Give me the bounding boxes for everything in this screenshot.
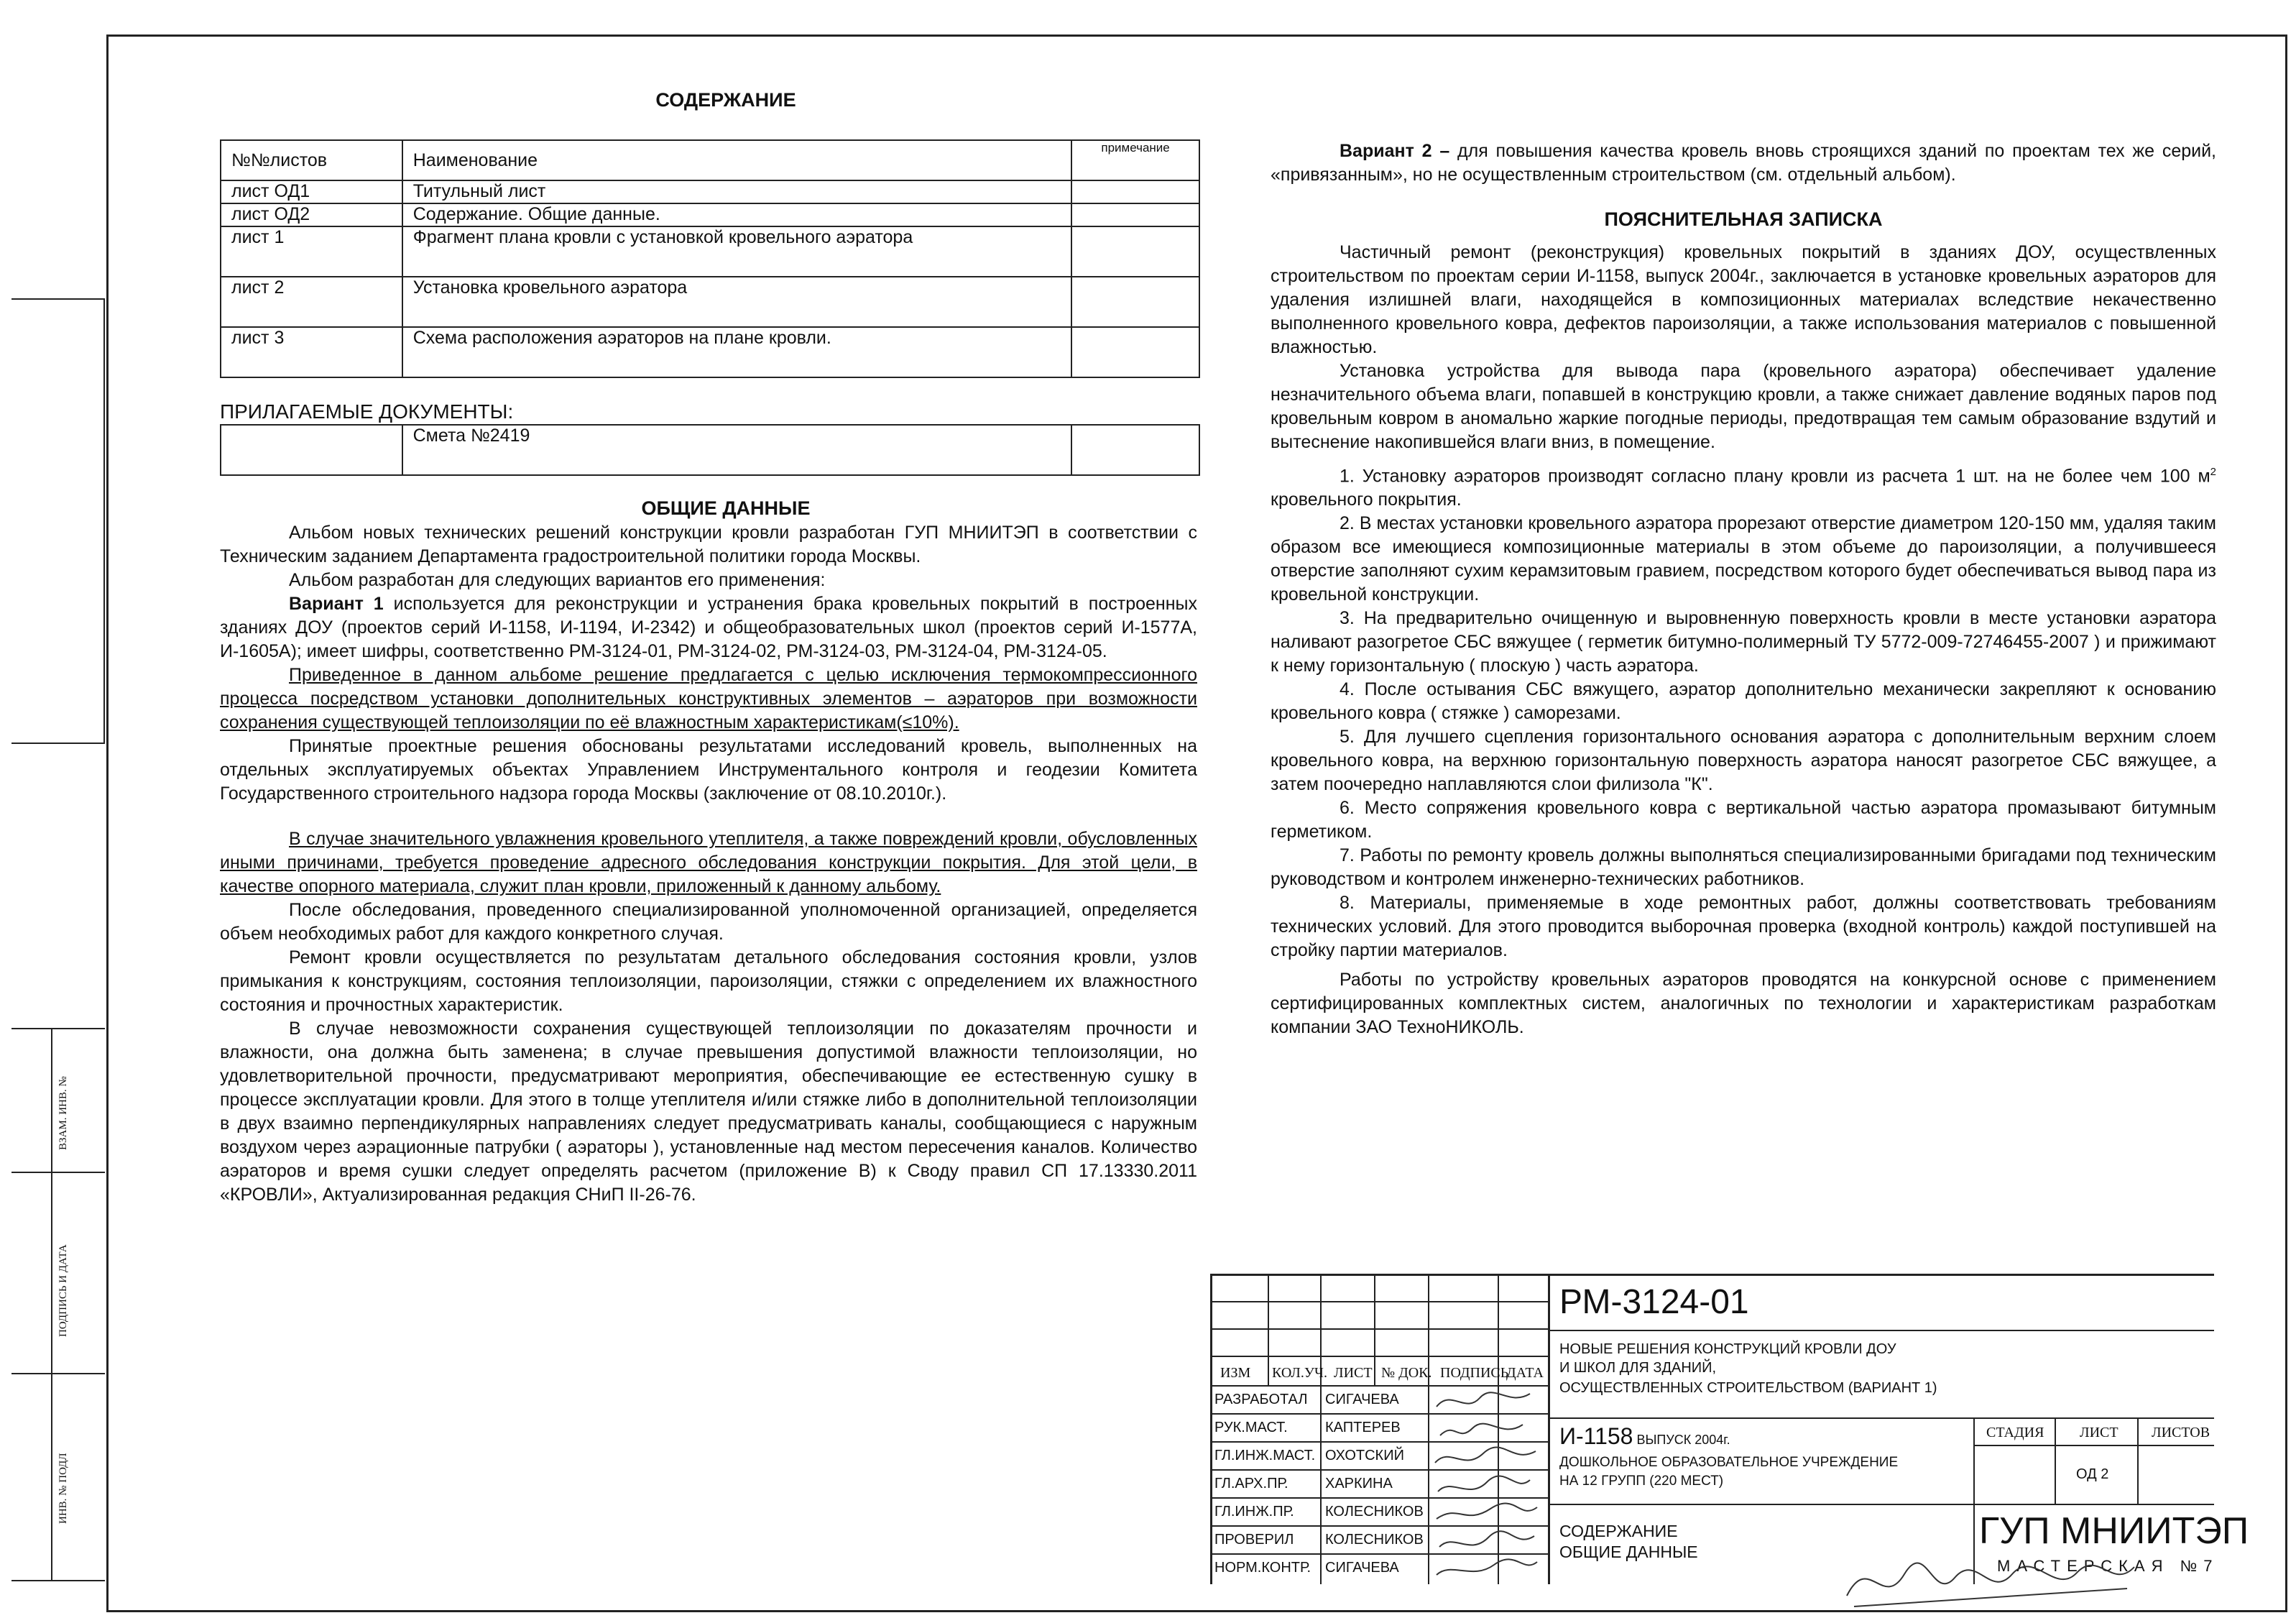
toc-sheet: лист ОД1 (221, 180, 402, 203)
table-row (221, 180, 1199, 203)
stamp-person: КОЛЕСНИКОВ (1325, 1532, 1424, 1548)
general-text (220, 521, 1197, 1207)
general-p1: Альбом новых технических решений конструкции кровли разработан ГУП МНИИТЭП в соответствии с Техническим заданием Департамента градостроительной политики города Москвы. (220, 523, 1197, 566)
stamp-sheets-hdr: ЛИСТОВ (2152, 1425, 2210, 1440)
stamp-hdr-doc: № ДОК. (1381, 1365, 1432, 1381)
stamp-title-1: НОВЫЕ РЕШЕНИЯ КОНСТРУКЦИЙ КРОВЛИ ДОУ (1559, 1341, 1896, 1357)
right-p1: Частичный ремонт (реконструкция) кровельных покрытий в зданиях ДОУ, осуществленных строительством по проектам серии И-1158, выпуск 2004г., заключается в установке кровельных аэраторов для удаления излишней влаги, находящейся в композиционных материалах вследствие некачественно выполненного кровельного ковра, дефектов пароизоляции, а также использования материалов с повышенной влажностью. (1271, 242, 2216, 357)
right-text (1271, 139, 2216, 1039)
note-1-sup: 2 (2210, 466, 2216, 478)
general-p8: Ремонт кровли осуществляется по результатам детального обследования состояния кровли, узлов примыкания к конструкциям, состояния теплоизоляции, пароизоляции, стяжки с определением их влажностного состояния и прочностных характеристик. (220, 947, 1197, 1015)
stamp-hdr-date: ДАТА (1506, 1365, 1544, 1381)
stamp-series (1559, 1423, 1730, 1450)
stamp-series-code: И-1158 (1559, 1423, 1633, 1449)
general-p7: После обследования, проведенного специализированной уполномоченной организацией, определяется объем необходимых работ для каждого конкретного случая. (220, 900, 1197, 944)
stamp-hdr-sign: ПОДПИСЬ (1440, 1365, 1509, 1381)
stamp-stage-hdr: СТАДИЯ (1986, 1425, 2044, 1440)
note-2: 2. В местах установки кровельного аэратора прорезают отверстие диаметром 120-150 мм, удаляя таким образом все имеющиеся композиционные материалы в этом объеме до пароизоляции, а получившееся отверстие заполняют сухим керамзитовым гравием, посредством которого будет обеспечиваться вывод пара из кровельной конструкции. (1271, 513, 2216, 605)
attached-docs-title: ПРИЛАГАЕМЫЕ ДОКУМЕНТЫ: (220, 400, 514, 423)
toc-table (220, 139, 1200, 378)
stamp-role: ГЛ.АРХ.ПР. (1214, 1476, 1288, 1491)
toc-col-note: примечание (1071, 140, 1199, 180)
table-row (221, 277, 1199, 327)
general-p3 (220, 592, 1197, 663)
stamp-role: РАЗРАБОТАЛ (1214, 1392, 1308, 1407)
variant2-text: для повышения качества кровель вновь строящихся зданий по проектам тех же серий, «привязанным», но не осуществленным строительством (см. отдельный альбом). (1271, 141, 2217, 185)
variant1-text: используется для реконструкции и устранения брака кровельных покрытий в построенных зданиях ДОУ (проектов серий И-1158, И-1194, И-2342) и общеобразовательных школ (проектов серий И-1577А, И-1605А); имеет шифры, соответственно РМ-3124-01, РМ-3124-02, РМ-3124-03, РМ-3124-04, РМ-3124-05. (220, 594, 1197, 661)
stamp-title-2: И ШКОЛ ДЛЯ ЗДАНИЙ, (1559, 1360, 1717, 1376)
stamp-role: НОРМ.КОНТР. (1214, 1560, 1311, 1576)
stamp-building-2: НА 12 ГРУПП (220 МЕСТ) (1559, 1474, 1724, 1489)
stamp-hdr-kol: КОЛ.УЧ. (1272, 1365, 1328, 1381)
side-strip-top (11, 298, 105, 744)
stamp-building-1: ДОШКОЛЬНОЕ ОБРАЗОВАТЕЛЬНОЕ УЧРЕЖДЕНИЕ (1559, 1455, 1899, 1470)
stamp-role: ГЛ.ИНЖ.ПР. (1214, 1504, 1294, 1520)
toc-col-name: Наименование (402, 140, 1071, 180)
stamp-person: КОЛЕСНИКОВ (1325, 1504, 1424, 1520)
explanatory-title: ПОЯСНИТЕЛЬНАЯ ЗАПИСКА (1604, 208, 1883, 230)
stamp-person: СИГАЧЕВА (1325, 1392, 1399, 1407)
note-3: 3. На предварительно очищенную и выровненную поверхность кровли в месте установки аэратора наливают разогретое СБС вяжущее ( герметик битумно-полимерный ТУ 5772-009-72746455-2007 ) и прижимают к нему горизонтальную ( плоскую ) часть аэратора. (1271, 608, 2216, 676)
general-p6: В случае значительного увлажнения кровельного утеплителя, а также повреждений кровли, обусловленных иными причинами, требуется проведение адресного обследования конструкции покрытия. Для этой цели, в качестве опорного материала, служит план кровли, приложенный к данному альбому. (220, 829, 1197, 896)
toc-sheet: лист 2 (221, 277, 402, 327)
general-p2: Альбом разработан для следующих вариантов его применения: (289, 570, 826, 590)
stamp-role: РУК.МАСТ. (1214, 1420, 1288, 1435)
stamp-person: КАПТЕРЕВ (1325, 1420, 1401, 1435)
variant1-label: Вариант 1 (289, 594, 384, 614)
stamp-title-3: ОСУЩЕСТВЛЕННЫХ СТРОИТЕЛЬСТВОМ (ВАРИАНТ 1) (1559, 1380, 1937, 1396)
right-p3: Работы по устройству кровельных аэраторов проводятся на конкурсной основе с применением сертифицированных комплектных систем, аналогичных по технологии и характеристикам разработкам компании ЗАО ТехноНИКОЛЬ. (1271, 970, 2216, 1038)
side-strip-bottom (11, 1028, 105, 1581)
stamp-sheet-hdr: ЛИСТ (2080, 1425, 2119, 1440)
attached-doc-item: Смета №2419 (402, 425, 1072, 475)
toc-title: СОДЕРЖАНИЕ (655, 89, 796, 111)
note-6: 6. Место сопряжения кровельного ковра с вертикальной частью аэратора промазывают битумным герметиком. (1271, 798, 2216, 842)
stamp-role: ГЛ.ИНЖ.МАСТ. (1214, 1448, 1316, 1463)
right-p2: Установка устройства для вывода пара (кровельного аэратора) обеспечивает удаление незначительного объема влаги, попавшей в конструкцию кровли, а также снижает давление водяных паров под кровельным ковром в аномально жаркие погодные периоды, предотвращая тем самым образование вздутий и вытеснение накопившейся влаги вниз, в помещение. (1271, 361, 2216, 452)
table-row (221, 203, 1199, 226)
note-1-tail: кровельного покрытия. (1271, 489, 1462, 510)
note-7: 7. Работы по ремонту кровель должны выполняться специализированными бригадами под техническим руководством и контролем инженерно-технических работников. (1271, 845, 2216, 890)
general-p4: Приведенное в данном альбоме решение предлагается с целью исключения термокомпрессионного процесса посредством установки дополнительных конструктивных элементов – аэраторов при возможности сохранения существующей теплоизоляции по её влажностным характеристикам(≤10%). (220, 665, 1197, 732)
toc-name: Установка кровельного аэратора (402, 277, 1071, 327)
stamp-code: РМ-3124-01 (1559, 1283, 1749, 1321)
note-1 (1271, 460, 2216, 512)
stamp-sheet-val: ОД 2 (2076, 1466, 2109, 1482)
stamp-org: ГУП МНИИТЭП (1979, 1510, 2249, 1552)
general-p9: В случае невозможности сохранения существующей теплоизоляции по доказателям прочности и влажности, она должна быть заменена; в случае превышения допустимой влажности теплоизоляции, но удовлетворительной прочности, предусматривают мероприятия, обеспечивающие ее естественную сушку в процессе эксплуатации кровли. Для этого в толще утеплителя и/или стяжке либо в дополнительной теплоизоляции в двух взаимно перпендикулярных направлениях следует предусматривать каналы, сообщающиеся с наружным воздухом через аэрационные патрубки ( аэраторы ), установленные над местом пересечения каналов. Количество аэраторов и время сушки следует определять расчетом (приложение В) к Своду правил СП 17.13330.2011 «КРОВЛИ», Актуализированная редакция СНиП II-26-76. (220, 1019, 1197, 1205)
note-4: 4. После остывания СБС вяжущего, аэратор дополнительно механически закрепляют к основанию кровельного ковра ( стяжке ) саморезами. (1271, 679, 2216, 724)
toc-name: Содержание. Общие данные. (402, 203, 1071, 226)
stamp-hdr-list: ЛИСТ (1334, 1365, 1373, 1381)
toc-name: Схема расположения аэраторов на плане кровли. (402, 327, 1071, 377)
toc-name: Титульный лист (402, 180, 1071, 203)
table-row (221, 226, 1199, 277)
general-title: ОБЩИЕ ДАННЫЕ (641, 497, 811, 519)
side-label-podpis: ПОДПИСЬ И ДАТА (57, 1244, 69, 1337)
note-1-text: 1. Установку аэраторов производят согласно плану кровли из расчета 1 шт. на не более чем 100 м (1340, 466, 2210, 487)
side-label-vzam: ВЗАМ. ИНВ. № (57, 1076, 69, 1150)
table-row (221, 327, 1199, 377)
stamp-series-issue: ВЫПУСК 2004г. (1633, 1433, 1730, 1447)
attached-docs-table (220, 424, 1200, 476)
toc-col-sheets: №№листов (221, 140, 402, 180)
note-5: 5. Для лучшего сцепления горизонтального основания аэратора с дополнительным верхним слоем кровельного ковра, на верхнюю горизонтальную поверхность аэратора наносят разогретое СБС вяжущее, а затем поочередно наплавляются слои филизола "К". (1271, 727, 2216, 795)
toc-sheet: лист 3 (221, 327, 402, 377)
handwritten-scribble (1840, 1545, 2141, 1614)
stamp-role: ПРОВЕРИЛ (1214, 1532, 1294, 1548)
note-8: 8. Материалы, применяемые в ходе ремонтных работ, должны соответствовать требованиям технических условий. Для этого проводится выборочная проверка (входной контроль) каждой поступившей на стройку партии материалов. (1271, 893, 2216, 961)
toc-sheet: лист 1 (221, 226, 402, 277)
stamp-person: СИГАЧЕВА (1325, 1560, 1399, 1576)
side-label-inv: ИНВ. № ПОДЛ (57, 1453, 69, 1524)
signatures-graphic (1429, 1385, 1544, 1584)
title-block (1210, 1274, 2249, 1584)
stamp-person: ХАРКИНА (1325, 1476, 1393, 1491)
stamp-content-1: СОДЕРЖАНИЕ (1559, 1522, 1678, 1540)
stamp-workshop: МАСТЕРСКАЯ №7 (1997, 1557, 2219, 1575)
toc-sheet: лист ОД2 (221, 203, 402, 226)
variant2-label: Вариант 2 – (1340, 141, 1450, 161)
variant2 (1271, 139, 2216, 187)
stamp-hdr-izm: ИЗМ (1220, 1365, 1251, 1381)
stamp-content-2: ОБЩИЕ ДАННЫЕ (1559, 1543, 1698, 1561)
general-p5: Принятые проектные решения обоснованы результатами исследований кровель, выполненных на отдельных эксплуатируемых объектах Управлением Инструментального контроля и геодезии Комитета Государственного строительного надзора города Москвы (заключение от 08.10.2010г.). (220, 736, 1197, 804)
toc-name: Фрагмент плана кровли с установкой кровельного аэратора (402, 226, 1071, 277)
stamp-person: ОХОТСКИЙ (1325, 1448, 1404, 1463)
